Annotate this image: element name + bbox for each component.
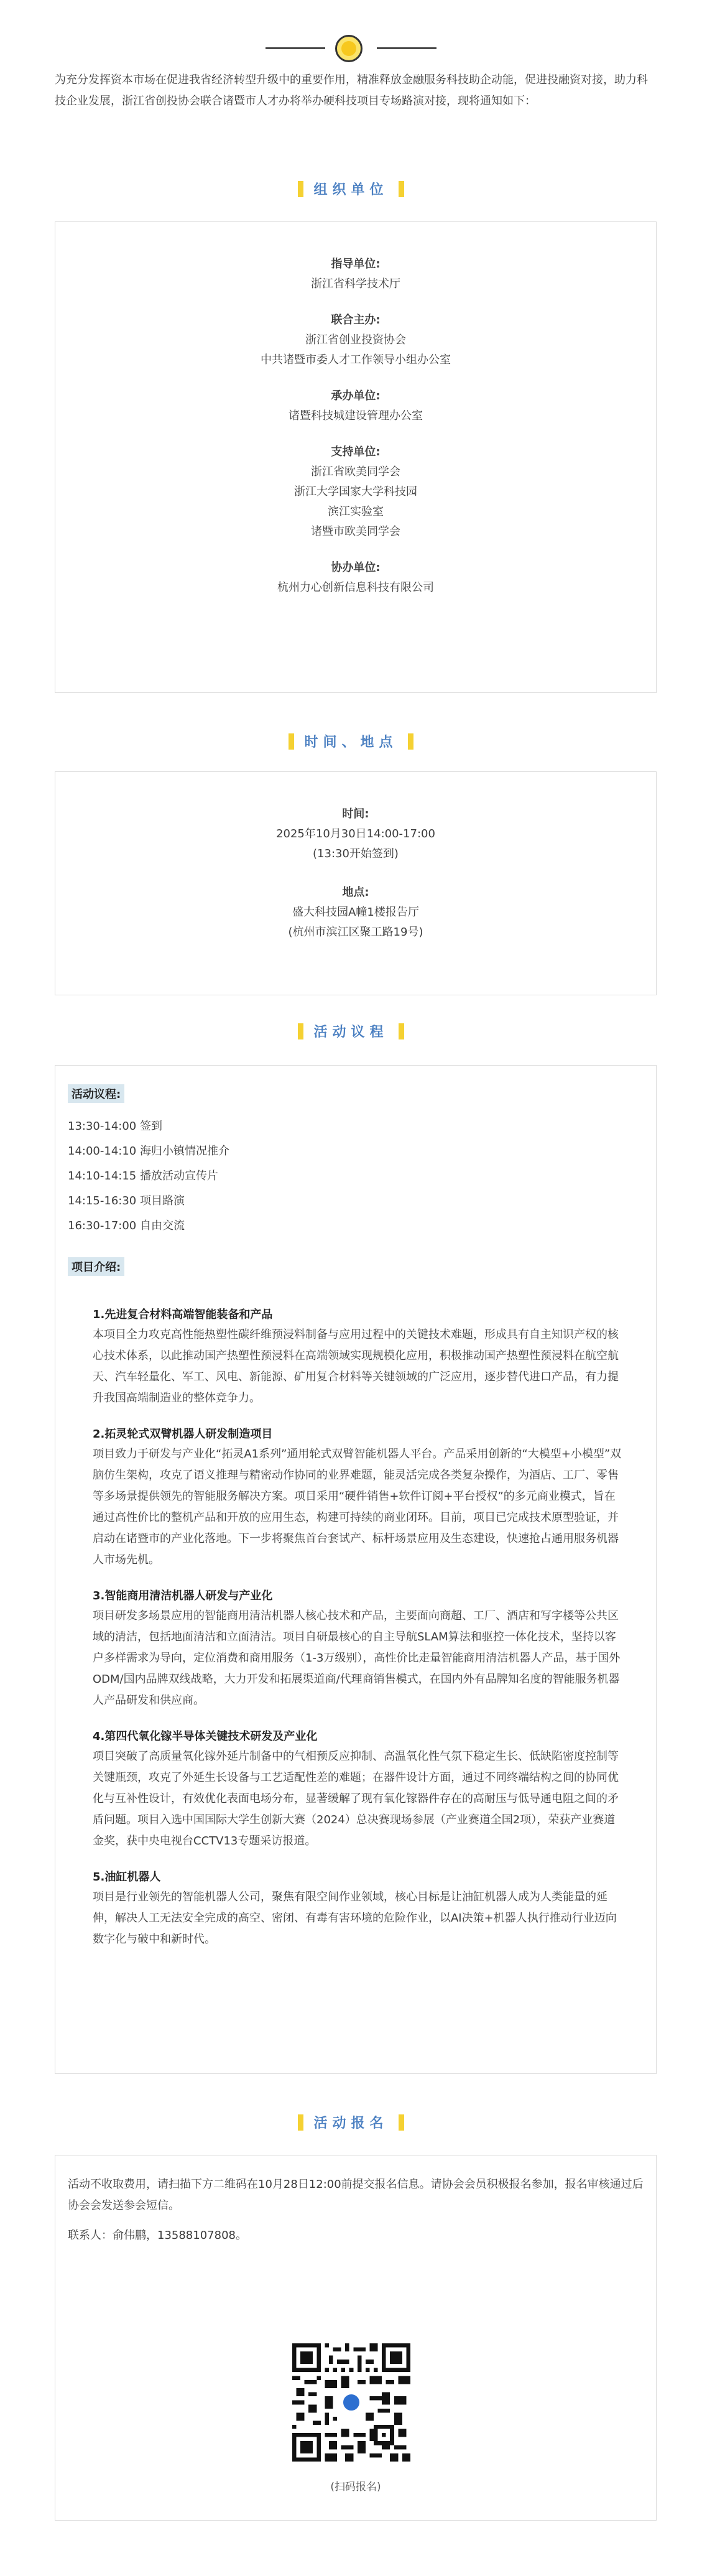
time-group xyxy=(55,804,656,864)
schedule-item: 13:30-14:00 签到 xyxy=(68,1120,162,1133)
guide-group xyxy=(55,254,656,294)
project-title: 5.油缸机器人 xyxy=(93,1871,161,1884)
contact-text: 联系人：俞伟鹏，13588107808。 xyxy=(68,2229,247,2242)
time-note: (13:30开始签到) xyxy=(313,847,399,860)
co-unit: 杭州力心创新信息科技有限公司 xyxy=(277,581,434,594)
qr-caption: (扫码报名) xyxy=(330,2481,381,2493)
place-label: 地点: xyxy=(342,886,369,899)
title-bar-icon xyxy=(298,181,303,197)
place-group xyxy=(55,883,656,942)
sun-icon xyxy=(335,35,363,62)
title-bar-icon xyxy=(289,733,294,750)
place-note: (杭州市滨江区聚工路19号) xyxy=(288,926,423,939)
project-item xyxy=(93,1306,625,1409)
project-item xyxy=(93,1727,625,1852)
schedule-item: 16:30-17:00 自由交流 xyxy=(68,1219,185,1232)
support-unit: 诸暨市欧美同学会 xyxy=(311,525,400,538)
guide-label: 指导单位: xyxy=(331,258,381,271)
decor-line-right xyxy=(377,47,436,49)
project-title: 3.智能商用清洁机器人研发与产业化 xyxy=(93,1589,273,1602)
organizer-group xyxy=(55,386,656,426)
qr-code[interactable] xyxy=(292,2343,410,2462)
register-text: 活动不收取费用，请扫描下方二维码在10月28日12:00前提交报名信息。请协会会员积极报名参加，报名审核通过后协会会发送参会短信。 xyxy=(68,2178,644,2212)
title-bar-icon xyxy=(399,2114,404,2131)
co-group xyxy=(55,558,656,598)
title-bar-icon xyxy=(298,2114,303,2131)
project-title: 4.第四代氧化镓半导体关键技术研发及产业化 xyxy=(93,1730,318,1743)
register-box xyxy=(55,2155,657,2521)
schedule-item: 14:10-14:15 播放活动宣传片 xyxy=(68,1169,218,1183)
project-body: 项目突破了高质量氧化镓外延片制备中的气相预反应抑制、高温氧化性气氛下稳定生长、低缺陷密度控制等关键瓶颈，攻克了外延生长设备与工艺适配性差的难题；在器件设计方面，通过不同终端结构之间的协同优化与互补性设计，有效优化表面电场分布，显著缓解了现有氧化镓器件存在的高耐压与低导通电阻之间的矛盾问题。项目入选中国国际大学生创新大赛（2024）总决赛现场参展（产业赛道全国2项），荣获产业赛道金奖，获中央电视台CCTV13专题采访报道。 xyxy=(93,1750,619,1848)
host-unit: 中共诸暨市委人才工作领导小组办公室 xyxy=(261,353,451,366)
title-bar-icon xyxy=(399,1023,404,1039)
project-body: 项目是行业领先的智能机器人公司，聚焦有限空间作业领域，核心目标是让油缸机器人成为人类能量的延伸，解决人工无法安全完成的高空、密闭、有毒有害环境的危险作业，以AI决策+机器人执行推动行业迈向数字化与破中和新时代。 xyxy=(93,1890,617,1946)
project-item xyxy=(93,1425,625,1571)
support-unit: 滨江实验室 xyxy=(328,505,384,518)
time-label: 时间: xyxy=(342,807,369,821)
section-title-register: 活动报名 xyxy=(0,2113,702,2137)
title-bar-icon xyxy=(408,733,413,750)
project-item xyxy=(93,1587,625,1711)
project-body: 本项目全力攻克高性能热塑性碳纤维预浸料制备与应用过程中的关键技术难题，形成具有自主知识产权的核心技术体系，以此推动国产热塑性预浸料在高端领域实现规模化应用，积极推动国产热塑性预浸料在航空航天、汽车轻量化、军工、风电、新能源、矿用复合材料等关键领域的广泛应用，逐步替代进口产品，有力提升我国高端制造业的整体竞争力。 xyxy=(93,1328,619,1405)
agenda-box xyxy=(55,1065,657,2074)
qr-logo-icon xyxy=(341,2392,361,2412)
projects-heading: 项目介绍: xyxy=(68,1257,124,1276)
intro-paragraph: 为充分发挥资本市场在促进我省经济转型升级中的重要作用，精准释放金融服务科技助企动能，促进投融资对接，助力科技企业发展，浙江省创投协会联合诸暨市人才办将举办硬科技项目专场路演对接，现将通知如下： xyxy=(55,73,648,108)
schedule-item: 14:15-16:30 项目路演 xyxy=(68,1194,185,1207)
title-bar-icon xyxy=(399,181,404,197)
time-box xyxy=(55,771,657,995)
project-title: 2.拓灵轮式双臂机器人研发制造项目 xyxy=(93,1428,273,1441)
agenda-heading: 活动议程: xyxy=(68,1084,124,1103)
project-list xyxy=(93,1306,625,1950)
support-label: 支持单位: xyxy=(331,445,381,458)
organizer-unit: 诸暨科技城建设管理办公室 xyxy=(289,409,423,422)
host-label: 联合主办: xyxy=(331,314,381,327)
guide-unit: 浙江省科学技术厅 xyxy=(311,277,400,291)
support-unit: 浙江大学国家大学科技园 xyxy=(294,485,417,498)
co-label: 协办单位: xyxy=(331,561,381,574)
decor-line-left xyxy=(266,47,325,49)
header-decoration xyxy=(0,29,702,66)
project-item xyxy=(93,1868,625,1950)
schedule-item: 14:00-14:10 海归小镇情况推介 xyxy=(68,1145,229,1158)
schedule-list xyxy=(68,1114,644,1239)
support-unit: 浙江省欧美同学会 xyxy=(311,465,400,478)
host-group xyxy=(55,310,656,370)
organizer-label: 承办单位: xyxy=(331,389,381,402)
title-bar-icon xyxy=(298,1023,303,1039)
org-box xyxy=(55,221,657,693)
place-value: 盛大科技园A幢1楼报告厅 xyxy=(292,906,419,919)
project-title: 1.先进复合材料高端智能装备和产品 xyxy=(93,1308,273,1321)
project-body: 项目研发多场景应用的智能商用清洁机器人核心技术和产品，主要面向商超、工厂、酒店和写字楼等公共区域的清洁，包括地面清洁和立面清洁。项目自研最核心的自主导航SLAM算法和驱控一体化技术，坚持以客户多样需求为导向，定位消费和商用服务（1-3万级别），高性价比走量智能商用清洁机器人产品，基于国外ODM/国内品牌双线战略，大力开发和拓展渠道商/代理商销售模式，在国内外有品牌知名度的智能服务机器人产品研发和供应商。 xyxy=(93,1609,621,1707)
section-title-time: 时间、地点 xyxy=(0,732,702,756)
section-title-org: 组织单位 xyxy=(0,179,702,204)
time-value: 2025年10月30日14:00-17:00 xyxy=(276,827,435,840)
host-unit: 浙江省创业投资协会 xyxy=(305,333,406,346)
support-group xyxy=(55,442,656,542)
section-title-agenda: 活动议程 xyxy=(0,1021,702,1046)
project-body: 项目致力于研发与产业化“拓灵A1系列”通用轮式双臂智能机器人平台。产品采用创新的“大模型+小模型”双脑仿生架构，攻克了语义推理与精密动作协同的业界难题，能灵活完成各类复杂操作，为酒店、工厂、零售等多场景提供领先的智能服务解决方案。项目采用“硬件销售+软件订阅+平台授权”的多元商业模式，旨在通过高性价比的整机产品和开放的应用生态，构建可持续的商业闭环。目前，项目已完成技术原型验证，并启动在诸暨市的产业化落地。下一步将聚焦首台套试产、标杆场景应用及生态建设，快速抢占通用服务机器人市场先机。 xyxy=(93,1448,622,1566)
